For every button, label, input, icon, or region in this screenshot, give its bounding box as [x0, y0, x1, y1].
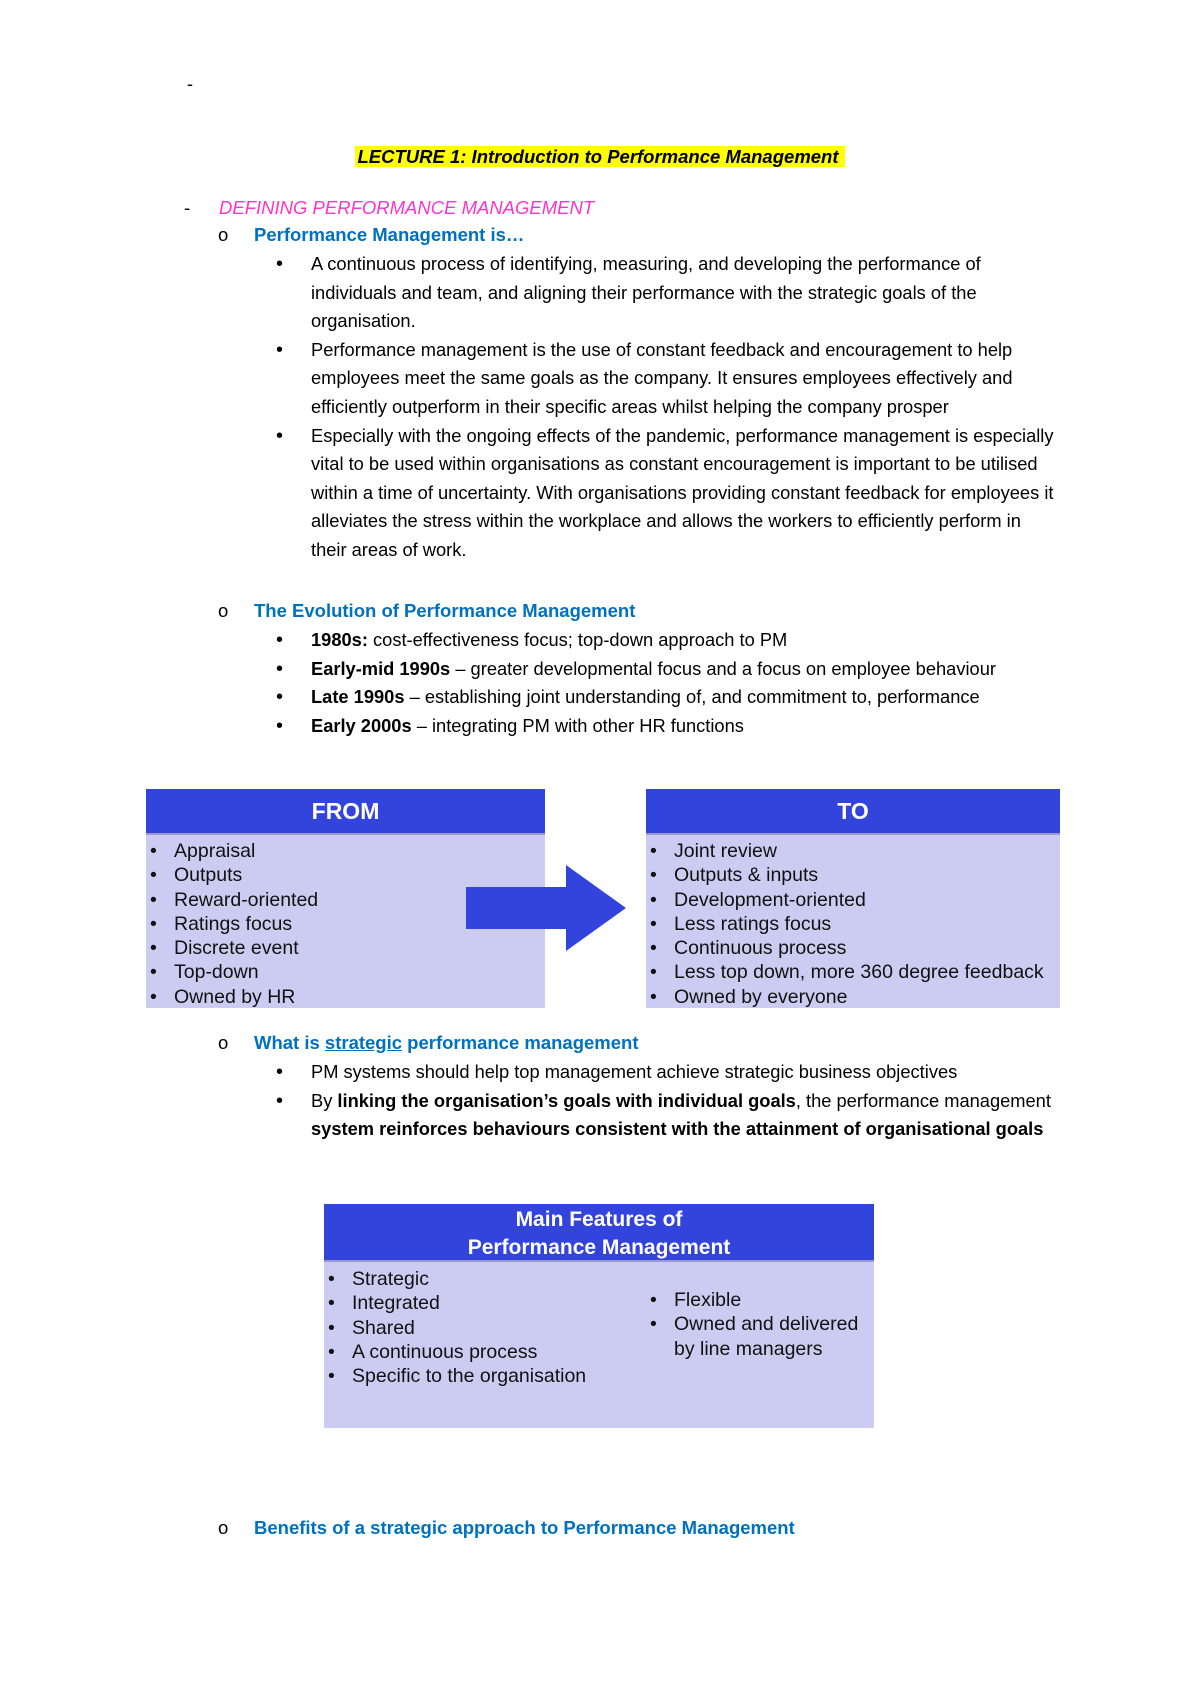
strategic-b2-b: linking the organisation’s goals with individual goals — [337, 1089, 796, 1111]
section-heading: DEFINING PERFORMANCE MANAGEMENT — [219, 197, 595, 218]
features-title-line2: Performance Management — [467, 1236, 731, 1259]
list-item: • Less top down, more 360 degree feedback — [648, 960, 1058, 984]
list-item: • Integrated — [326, 1291, 636, 1315]
evolution-desc: – integrating PM with other HR functions — [411, 714, 744, 736]
list-item: • Top-down — [148, 960, 543, 984]
list-item: • Strategic — [326, 1267, 636, 1291]
list-item: • Less ratings focus — [648, 912, 1058, 936]
strategic-b2-c: , the performance management — [795, 1089, 1051, 1111]
list-item — [276, 1087, 1060, 1144]
evolution-list — [276, 626, 1060, 740]
sub-marker: o — [218, 600, 229, 621]
evolution-desc: cost-effectiveness focus; top-down approach to PM — [367, 629, 788, 650]
page-title-text: LECTURE 1: Introduction to Performance Management — [355, 146, 844, 167]
list-item: • Outputs & inputs — [648, 863, 1058, 887]
list-item: • Discrete event — [148, 936, 543, 960]
features-header — [324, 1204, 874, 1262]
page-title — [0, 146, 1200, 168]
evolution-year: 1980s: — [311, 629, 368, 650]
list-item: • PM systems should help top management achieve strategic business objectives — [276, 1058, 1060, 1087]
subheading-benefits-text: Benefits of a strategic approach to Performance Management — [254, 1517, 795, 1538]
top-dash: - — [187, 74, 193, 94]
list-item: • Especially with the ongoing effects of the pandemic, performance management is especially vital to be used within organisations as constant encouragement is important to be utilised within a time of uncertainty. With organisations providing constant feedback for employees it alleviates the stress within the workplace and allows the workers to efficiently perform in their areas of work. — [276, 422, 1060, 565]
list-item: • Performance management is the use of constant feedback and encouragement to help employees meet the same goals as the company. It ensures employees effectively and efficiently outperform in their specific areas whilst helping the company prosper — [276, 336, 1060, 422]
features-title-line1: Main Features of — [515, 1208, 683, 1231]
subheading-evolution-text: The Evolution of Performance Management — [254, 600, 636, 621]
list-item — [276, 712, 1060, 741]
list-item — [276, 655, 1060, 684]
list-item — [276, 626, 1060, 655]
list-item — [276, 683, 1060, 712]
subheading-pm-is-text: Performance Management is… — [254, 224, 525, 245]
list-item: • Appraisal — [148, 839, 543, 863]
strategic-heading-pre: What is — [254, 1032, 325, 1053]
features-left-list — [326, 1267, 636, 1388]
evolution-desc: – greater developmental focus and a focus on employee behaviour — [450, 657, 996, 679]
features-right-list — [648, 1288, 868, 1361]
sub-marker: o — [218, 1517, 229, 1538]
list-item: • Owned by HR — [148, 985, 543, 1009]
list-item: • A continuous process of identifying, measuring, and developing the performance of individuals and team, and aligning their performance with the strategic goals of the organisation. — [276, 250, 1060, 336]
strategic-heading-underlined: strategic — [324, 1032, 403, 1053]
strategic-b2-a: By — [311, 1089, 338, 1111]
list-item: • Joint review — [648, 839, 1058, 863]
strategic-list — [276, 1058, 1060, 1144]
pm-is-list — [276, 250, 1060, 565]
list-item: • Ratings focus — [148, 912, 543, 936]
list-item: • Flexible — [648, 1288, 868, 1312]
evolution-desc: – establishing joint understanding of, and commitment to, performance — [404, 686, 980, 708]
from-header: FROM — [146, 789, 545, 835]
sub-marker: o — [218, 224, 229, 245]
list-item: • Shared — [326, 1316, 636, 1340]
list-item: • Continuous process — [648, 936, 1058, 960]
right-arrow-icon — [466, 865, 626, 951]
section-dash: - — [184, 197, 191, 218]
evolution-year: Early-mid 1990s — [311, 657, 451, 679]
list-item: • Outputs — [148, 863, 543, 887]
to-list — [648, 839, 1058, 1009]
strategic-heading-post: performance management — [402, 1032, 639, 1053]
list-item: • Owned and delivered by line managers — [648, 1312, 868, 1361]
list-item: • Owned by everyone — [648, 985, 1058, 1009]
list-item: • Specific to the organisation — [326, 1364, 636, 1388]
to-header: TO — [646, 789, 1060, 835]
sub-marker: o — [218, 1032, 229, 1053]
evolution-year: Late 1990s — [311, 686, 405, 708]
list-item: • A continuous process — [326, 1340, 636, 1364]
list-item: • Reward-oriented — [148, 888, 543, 912]
subheading-strategic-text — [254, 1029, 639, 1057]
evolution-year: Early 2000s — [311, 714, 412, 736]
strategic-b2-d: system reinforces behaviours consistent with the attainment of organisational goals — [311, 1118, 1044, 1140]
list-item: • Development-oriented — [648, 888, 1058, 912]
